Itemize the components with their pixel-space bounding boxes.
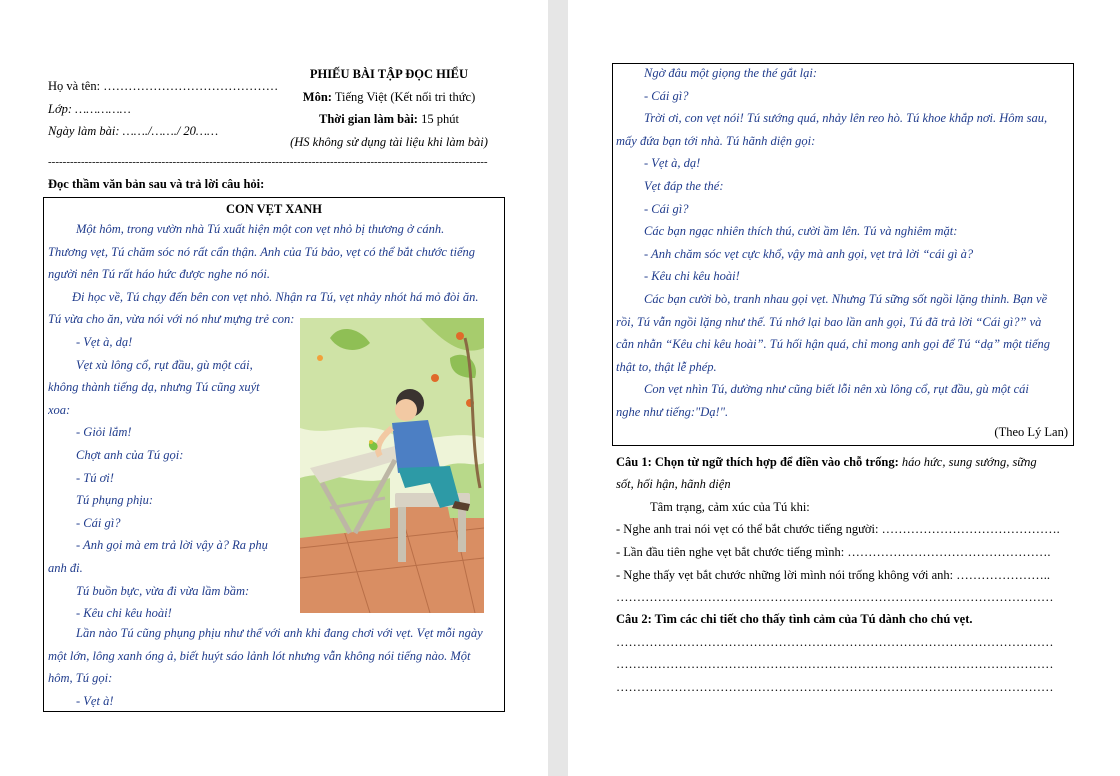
story-title: CON VẸT XANH xyxy=(225,202,323,216)
story-line: Đi học về, Tú chạy đến bên con vẹt nhỏ. Nhận ra Tú, vẹt nhảy nhót há mỏ đòi ăn. xyxy=(72,289,479,304)
story-line: Thương vẹt, Tú chăm sóc nó rất cẩn thận. Anh của Tú bảo, vẹt có thể bắt chước tiếng xyxy=(48,244,476,259)
story-line: Lần nào Tú cũng phụng phịu như thế với anh khi đang chơi với vẹt. Vẹt mỗi ngày xyxy=(76,626,483,640)
worksheet-title: PHIẾU BÀI TẬP ĐỌC HIỂU xyxy=(309,67,469,81)
reading-instruction: Đọc thầm văn bản sau và trả lời câu hỏi: xyxy=(48,177,265,191)
story-line: - Vẹt à! xyxy=(76,693,114,708)
time-value: 15 phút xyxy=(421,112,459,126)
question-1-answer-line[interactable]: …………………………………………………………………………………………… xyxy=(616,590,1054,604)
date-field: Ngày làm bài: ……./……./ 20…… xyxy=(48,124,219,138)
story-line: không thành tiếng dạ, nhưng Tú cũng xuýt xyxy=(48,380,260,395)
worksheet-page-1 xyxy=(0,0,548,776)
story-line: Vẹt đáp the thé: xyxy=(644,178,724,193)
class-field: Lớp: …………… xyxy=(48,102,131,116)
question-2-answer-line[interactable]: …………………………………………………………………………………………… xyxy=(616,657,1054,671)
story-line: - Tú ơi! xyxy=(76,470,114,485)
story-line: xoa: xyxy=(48,402,71,417)
story-paragraph-bottom xyxy=(48,622,500,712)
story-line: Con vẹt nhìn Tú, dường như cũng biết lỗi nên xù lông cổ, rụt đầu, gù một cái xyxy=(644,382,1029,397)
story-paragraph-top xyxy=(48,218,500,331)
time-label: Thời gian làm bài: xyxy=(319,112,418,126)
story-line: cằn nhằn “Kêu chi kêu hoài”. Tú hối hận quá, chỉ mong anh gọi để Tú “dạ” một tiếng xyxy=(616,337,1051,352)
subject-label: Môn: xyxy=(302,90,332,104)
question-2-answer-line[interactable]: …………………………………………………………………………………………… xyxy=(616,680,1054,694)
question-1-item[interactable]: - Nghe thấy vẹt bắt chước những lời mình nói trống không với anh: ………………….. xyxy=(616,568,1051,582)
student-name-field: Họ và tên: …………………………………… xyxy=(48,79,279,93)
question-1-label xyxy=(616,454,1037,470)
story-line: Chợt anh của Tú gọi: xyxy=(76,447,184,462)
story-line: mấy đứa bạn tới nhà. Tú hãnh diện gọi: xyxy=(616,133,816,148)
question-1-item[interactable]: - Lần đầu tiên nghe vẹt bắt chước tiếng mình: …………………………………………. xyxy=(616,545,1051,559)
story-paragraph-continued xyxy=(616,62,1070,424)
story-line: - Anh chăm sóc vẹt cực khổ, vậy mà anh gọi, vẹt trả lời “cái gì à? xyxy=(644,246,974,261)
story-line: - Vẹt à, dạ! xyxy=(76,335,133,349)
story-line: Vẹt xù lông cổ, rụt đầu, gù một cái, xyxy=(76,357,253,372)
question-1-item[interactable]: - Nghe anh trai nói vẹt có thể bắt chước tiếng người: ……………………………………. xyxy=(616,522,1060,536)
divider-line: ------------------------------------------------------------------------------------------------------------------------ xyxy=(48,156,488,168)
story-line: hôm, Tú gọi: xyxy=(48,671,113,686)
question-1-prompt: Tâm trạng, cảm xúc của Tú khi: xyxy=(650,500,810,514)
story-line: - Giỏi lắm! xyxy=(76,425,132,440)
story-line: Một hôm, trong vườn nhà Tú xuất hiện một con vẹt nhỏ bị thương ở cánh. xyxy=(76,222,445,236)
question-1-heading: Câu 1: Chọn từ ngữ thích hợp để điền vào chỗ trống: xyxy=(616,455,899,469)
exam-note: (HS không sử dụng tài liệu khi làm bài) xyxy=(290,135,488,149)
story-line: Các bạn cười bò, tranh nhau gọi vẹt. Nhưng Tú sững sốt ngồi lặng thinh. Bạn về xyxy=(644,291,1048,306)
story-line: người nên Tú rất háo hức được nghe nó nói. xyxy=(48,267,270,282)
story-line: thật to, thật lễ phép. xyxy=(616,359,717,374)
story-line: Tú vừa cho ăn, vừa nói với nó như mựng trẻ con: xyxy=(48,312,295,327)
story-line: Trời ơi, con vẹt nói! Tú sướng quá, nhảy lên reo hò. Tú khoe khắp nơi. Hôm sau, xyxy=(644,111,1048,126)
question-2-answer-line[interactable]: …………………………………………………………………………………………… xyxy=(616,635,1054,649)
subject-line xyxy=(278,89,500,105)
story-paragraph-side xyxy=(48,331,298,625)
story-line: - Kêu chi kêu hoài! xyxy=(76,606,172,621)
time-line xyxy=(278,111,500,127)
story-line: anh đi. xyxy=(48,560,83,575)
story-line: - Kêu chi kêu hoài! xyxy=(644,269,740,284)
story-line: Ngờ đâu một giọng the thé gắt lại: xyxy=(644,66,817,80)
story-line: - Cái gì? xyxy=(644,88,689,103)
story-line: - Vẹt à, dạ! xyxy=(644,156,701,171)
question-1-options-cont: sốt, hối hận, hãnh diện xyxy=(616,477,731,491)
story-line: Tú phụng phịu: xyxy=(76,493,154,508)
story-source: (Theo Lý Lan) xyxy=(994,425,1068,439)
story-line: một lớn, lông xanh óng ả, biết huýt sáo lảnh lót nhưng vẫn không nói tiếng nào. Một xyxy=(48,648,471,663)
story-line: - Cái gì? xyxy=(76,515,121,530)
story-line: Tú buồn bực, vừa đi vừa lầm bầm: xyxy=(76,583,250,598)
story-line: rồi, Tú vẫn ngồi lặng như thế. Tú nhớ lại bao lần anh gọi, Tú đã trả lời “Cái gì?” và xyxy=(616,314,1042,329)
subject-value: Tiếng Việt (Kết nối tri thức) xyxy=(334,90,476,104)
story-line: Các bạn ngạc nhiên thích thú, cười ầm lên. Tú và nghiêm mặt: xyxy=(644,224,958,239)
story-line: nghe như tiếng:"Dạ!". xyxy=(616,404,729,419)
story-line: - Anh gọi mà em trả lời vậy à? Ra phụ xyxy=(76,538,268,553)
boy-feeding-parrot-illustration xyxy=(300,318,484,613)
worksheet-page-2 xyxy=(568,0,1120,776)
story-line: - Cái gì? xyxy=(644,201,689,216)
question-2-label: Câu 2: Tìm các chi tiết cho thấy tình cảm của Tú dành cho chú vẹt. xyxy=(616,612,973,626)
question-1-options: háo hức, sung sướng, sững xyxy=(901,455,1037,469)
